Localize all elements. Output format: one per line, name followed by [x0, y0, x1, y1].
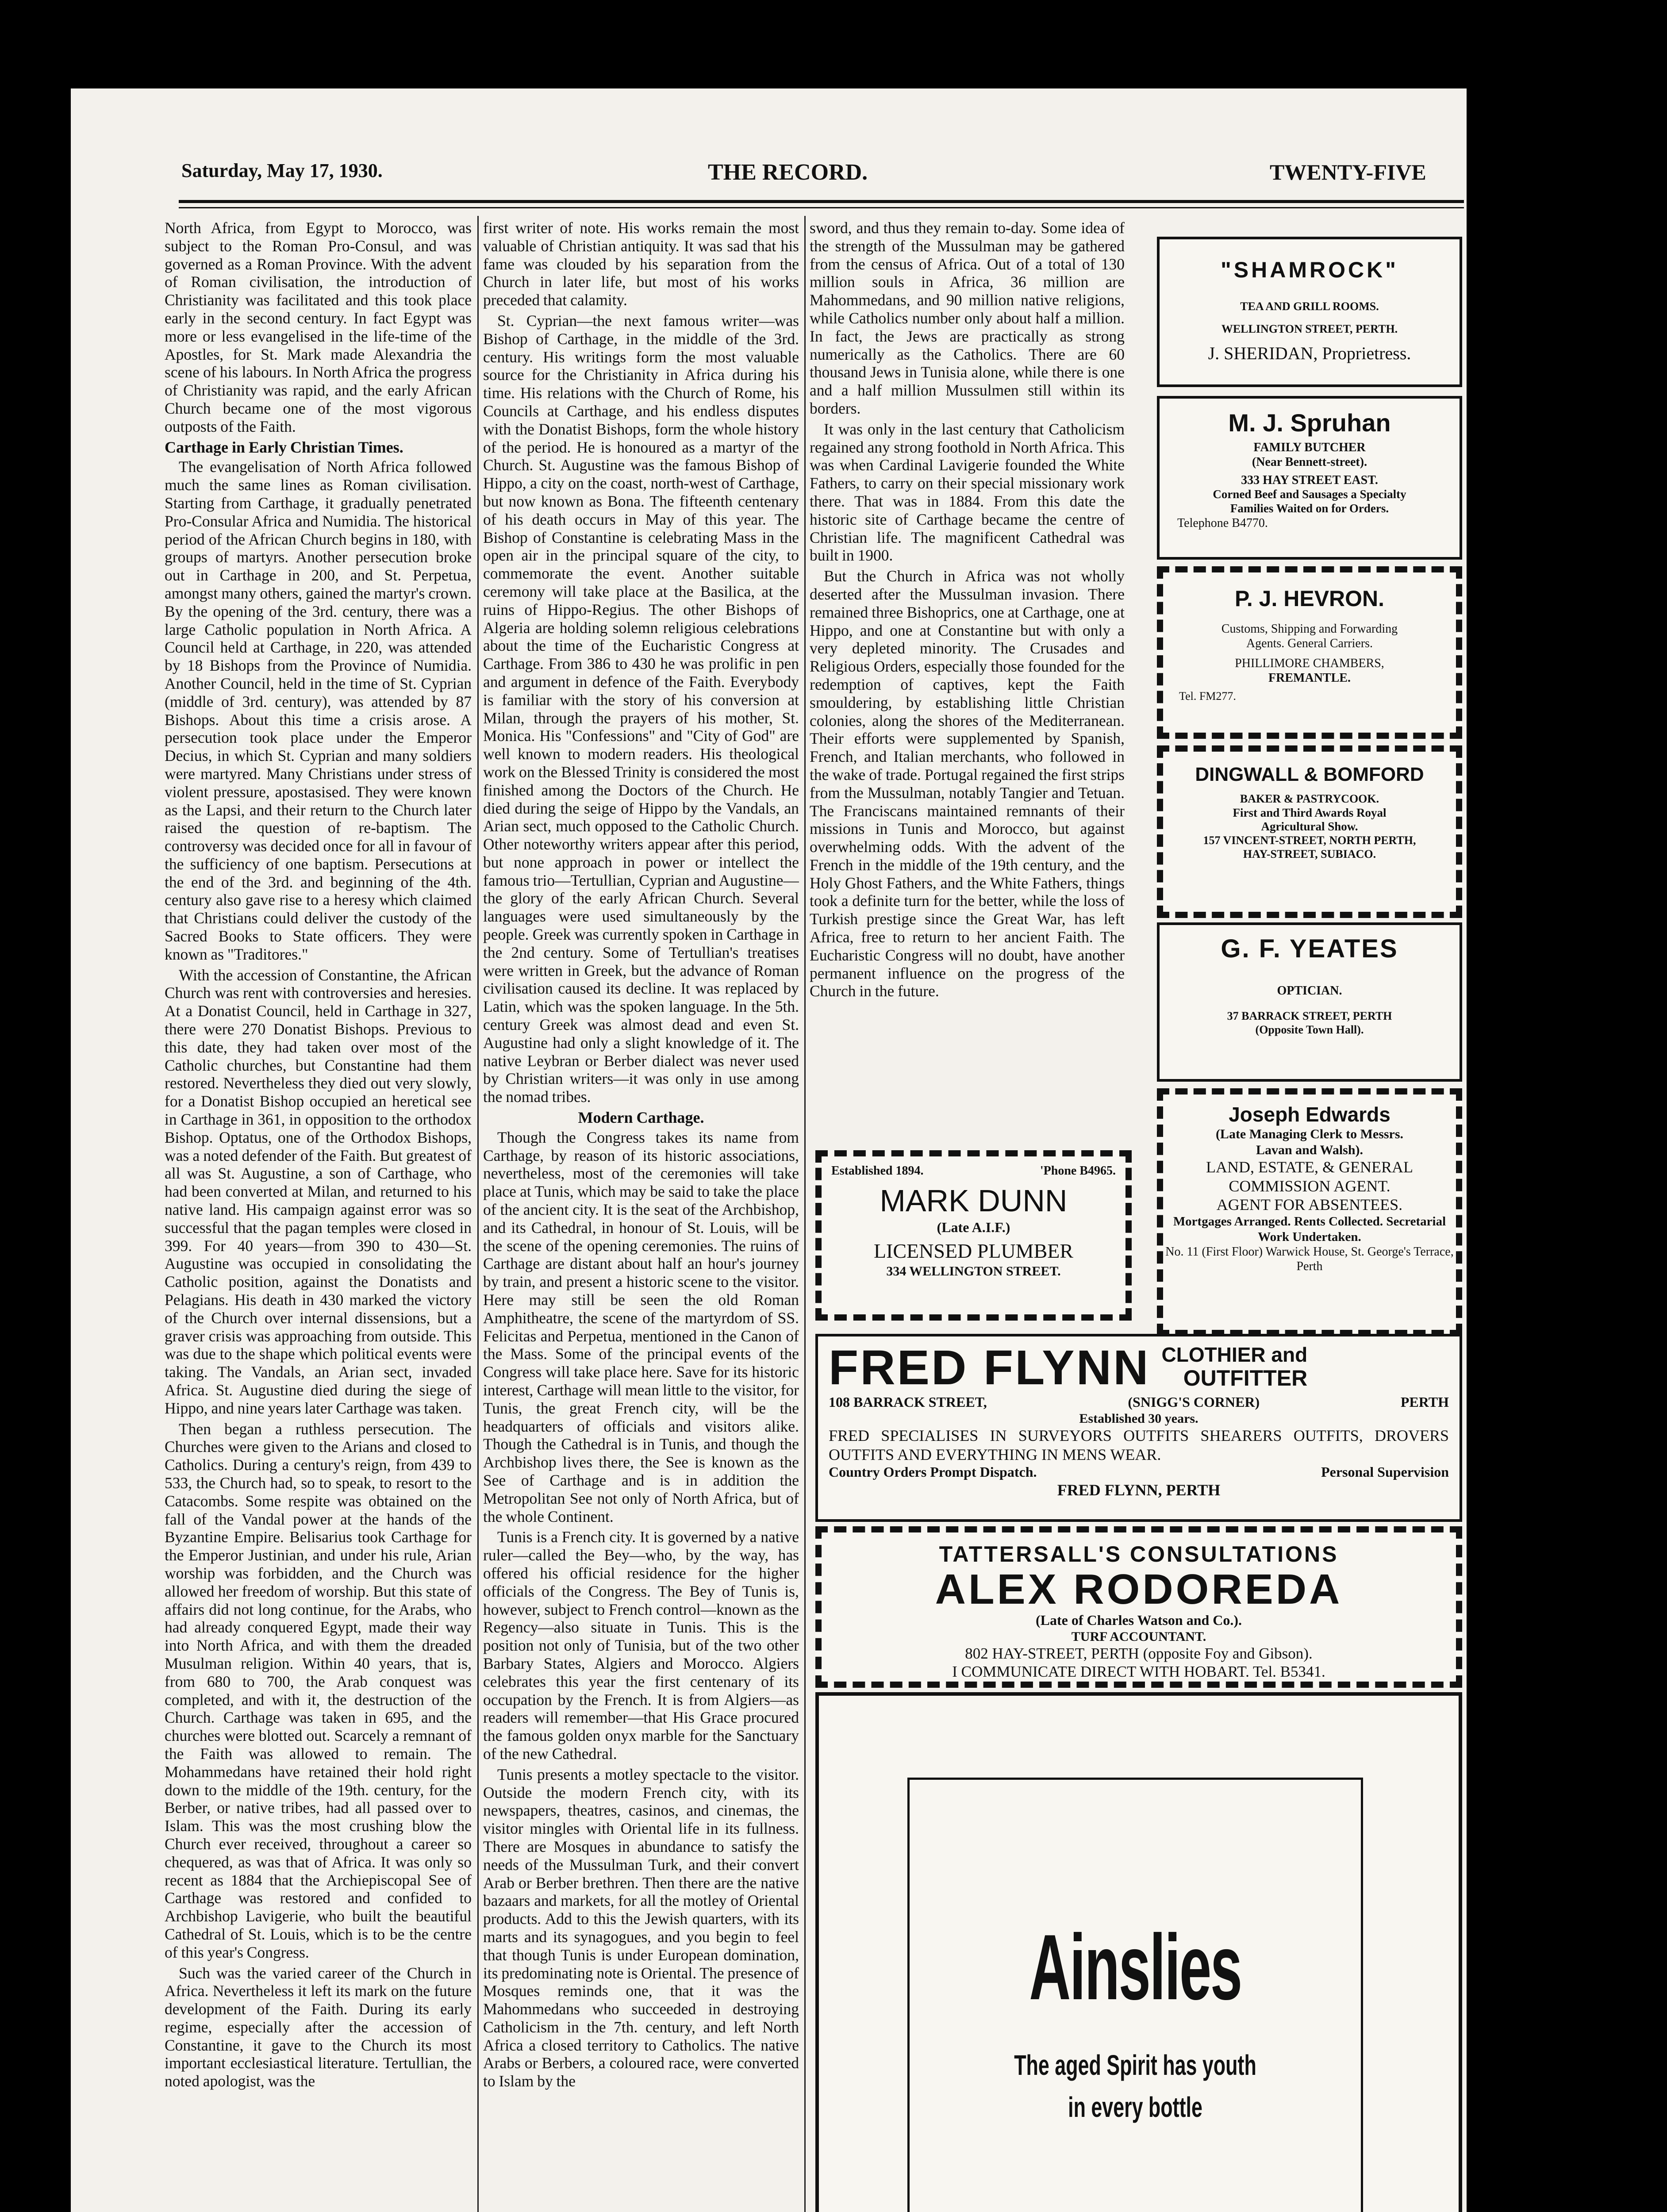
ad-line: Personal Supervision	[1321, 1464, 1449, 1480]
ad-edwards	[1157, 1088, 1462, 1336]
header-date: Saturday, May 17, 1930.	[181, 160, 383, 181]
column-divider	[804, 216, 806, 2212]
ad-established: Established 1894.	[831, 1164, 924, 1178]
ad-line: Established 30 years.	[1079, 1411, 1198, 1426]
ad-signature: FRED FLYNN, PERTH	[1057, 1481, 1221, 1499]
ad-inner-frame	[907, 1778, 1363, 2212]
ad-line: Corned Beef and Sausages a Specialty	[1213, 488, 1406, 501]
ad-line: Customs, Shipping and Forwarding	[1221, 622, 1398, 636]
ad-line: FRED SPECIALISES IN SURVEYORS OUTFITS SHEARERS OUTFITS, DROVERS OUTFITS AND EVERYTHING IN MENS WEAR.	[829, 1427, 1449, 1463]
ad-hevron	[1157, 566, 1462, 739]
ad-title: G. F. YEATES	[1221, 934, 1398, 963]
ad-line: FAMILY BUTCHER	[1253, 441, 1366, 455]
paragraph: first writer of note. His works remain the most valuable of Christian antiquity. It was sad that his fame was clouded by his separation from the Church in later life, but most of his works preceded that calamity.	[483, 219, 799, 309]
paragraph: The evangelisation of North Africa followed much the same lines as Roman civilisation. Starting from Carthage, it gradually penetrated Pro-Consular Africa and Numidia. The historical period of the African Church begins in 180, with groups of martyrs. Another persecution broke out in Carthage in 200, and St. Perpetua, amongst many others, gained the martyr's crown. By the opening of the 3rd. century, there was a large Catholic population in North Africa. A Council held at Carthage, in 220, was attended by 18 Bishops from the Province of Numidia. Another Council, held in the time of St. Cyprian (middle of 3rd. century), was attended by 87 Bishops. About this time a crisis arose. A persecution took place under the Emperor Decius, in which St. Cyprian and many soldiers were martyred. Many Christians under stress of violent pressure, apostasised. They were known as the Lapsi, and their return to the Church later raised the question of re-baptism. The controversy was decided once for all in favour of the sufficiency of one baptism. Persecutions at the end of the 3rd. and beginning of the 4th. century also gave rise to a heresy which claimed that Christians could deliver the custody of the Sacred Books to State officers. They were known as "Traditores."	[165, 458, 472, 963]
paragraph: St. Cyprian—the next famous writer—was Bishop of Carthage, in the middle of the 3rd. century. His writings form the most valuable source for the Christianity in Africa during his time. His relations with the Church of Rome, his Councils at Carthage, and his endless disputes with the Donatist Bishops, form the whole history of the period. He is honoured as a martyr of the Church. St. Augustine was the famous Bishop of Hippo, a city on the coast, north-west of Carthage, but now known as Bona. The fifteenth centenary of his death occurs in May of this year. The Bishop of Constantine is celebrating Mass in the open air in the principal square of the city, to commemorate the event. Another suitable ceremony will take place at the Basilica, at the ruins of Hippo-Regius. The other Bishops of Algeria are holding solemn religious celebrations about the time of the Eucharistic Congress at Carthage. From 386 to 430 he was prolific in pen and argument in defence of the Faith. Everybody is familiar with the story of his conversion at Milan, through the prayers of his mother, St. Monica. His "Confessions" and "City of God" are well known to modern readers. His theological work on the Blessed Trinity is considered the most finished among the Doctors of the Church. He died during the seige of Hippo by the Vandals, an Arian sect, much opposed to the Catholic Church. Other noteworthy writers appear after this period, but none approach in power or intellect the famous trio—Tertullian, Cyprian and Augustine—the glory of the early African Church. Several languages were used simultaneously by the people. Greek was currently spoken in Carthage in the 2nd century. Some of Tertullian's treatises were written in Greek, but the advance of Roman civilisation caused its decline. It was replaced by Latin, which was the spoken language. In the 5th. century Greek was almost dead and even St. Augustine had only a slight knowledge of it. The native Leybran or Berber dialect was never used by Christian writers—it was only in use among the nomad tribes.	[483, 311, 799, 1106]
ad-line: 157 VINCENT-STREET, NORTH PERTH,	[1203, 834, 1416, 847]
ad-fred-flynn	[815, 1334, 1462, 1522]
ad-line: Tel. FM277.	[1179, 690, 1236, 703]
ad-ainslies	[815, 1692, 1462, 2212]
ad-line: 802 HAY-STREET, PERTH (opposite Foy and Gibson).	[965, 1644, 1313, 1662]
ad-line: No. 11 (First Floor) Warwick House, St. George's Terrace, Perth	[1165, 1244, 1454, 1273]
ad-line: FREMANTLE.	[1268, 671, 1351, 685]
ad-line: (Late Managing Clerk to Messrs.	[1215, 1127, 1404, 1142]
header-rule-thin	[179, 207, 1464, 208]
ad-line: First and Third Awards Royal	[1233, 806, 1387, 819]
article-column-1	[165, 219, 472, 2212]
ad-title: Joseph Edwards	[1229, 1103, 1390, 1126]
ad-yeates	[1157, 922, 1462, 1082]
ad-title: ALEX RODOREDA	[935, 1566, 1343, 1613]
paragraph: It was only in the last century that Catholicism regained any strong foothold in North Africa. This was when Cardinal Lavigerie founded the White Fathers, to carry on their special missionary work there. That was in 1884. From this date the historic site of Carthage became the centre of Christian life. The magnificent Cathedral was built in 1900.	[810, 420, 1125, 565]
subheading: Carthage in Early Christian Times.	[165, 438, 403, 456]
ad-shamrock	[1157, 237, 1462, 387]
ad-city: PERTH	[1400, 1394, 1449, 1410]
ad-line: Agricultural Show.	[1261, 820, 1358, 833]
ad-title: "SHAMROCK"	[1221, 257, 1398, 282]
ad-top-line	[822, 1164, 1125, 1178]
header-rule	[179, 200, 1464, 203]
ad-line: 334 WELLINGTON STREET.	[886, 1263, 1061, 1279]
ad-line: LICENSED PLUMBER	[873, 1240, 1074, 1263]
paragraph: Though the Congress takes its name from Carthage, by reason of its historic associations, nevertheless, most of the ceremonies will take place at Tunis, which may be said to take the place of the ancient city. It is the seat of the Archbishop, and its Cathedral, in honour of St. Louis, will be the scene of the opening ceremonies. The ruins of Carthage are distant about half an hour's journey by train, and present a historic scene to the visitor. Here may still be seen the old Roman Amphitheatre, the scene of the martyrdom of SS. Felicitas and Perpetua, mentioned in the Canon of the Mass. Some of the principal events of the Congress will take place here. Save for its historic interest, Carthage will mean little to the visitor, for Tunis, the great French city, will be the headquarters of officials and visitors alike. Though the Cathedral is in Tunis, and though the Archbishop lives there, the See is known as the See of Carthage and is in addition the Metropolitan See not only of North Africa, but of the whole Continent.	[483, 1128, 799, 1525]
ad-slogan: The aged Spirit has youth	[1014, 2049, 1256, 2081]
ad-top-line: TATTERSALL'S CONSULTATIONS	[939, 1542, 1339, 1567]
ad-title: FRED FLYNN	[829, 1340, 1150, 1395]
ad-line: Telephone B4770.	[1177, 516, 1268, 530]
ad-mark-dunn	[815, 1150, 1132, 1321]
ad-dingwall	[1157, 745, 1462, 918]
ad-line: (Opposite Town Hall).	[1255, 1023, 1364, 1037]
paragraph: Such was the varied career of the Church in Africa. Nevertheless it left its mark on the future development of the Faith. During its early regime, especially after the accession of Constantine, it gave to the Church its most important ecclesiastical literature. Tertullian, the noted apologist, was the	[165, 1964, 472, 2090]
ad-line: HAY-STREET, SUBIACO.	[1243, 847, 1376, 860]
ad-line: 333 HAY STREET EAST.	[1241, 473, 1378, 488]
paragraph: Then began a ruthless persecution. The Churches were given to the Arians and closed to Catholics. During a century's reign, from 439 to 533, the Church had, so to speak, to resort to the Catacombs. Some respite was obtained on the fall of the Vandal power at the hands of the Byzantine Empire. Belisarius took Carthage for the Emperor Justinian, and under his rule, Arian worship was forbidden, and the Church was allowed her freedom of worship. But this state of affairs did not long continue, for the Arabs, who had already conquered Egypt, made their way into North Africa, and with them the dreaded Musulman religion. Within 40 years, that is, from 680 to 700, the Arab conquest was completed, and with it, the destruction of the Church. Carthage was taken in 695, and the churches were blotted out. Scarcely a remnant of the Faith was allowed to remain. The Mohammedans have retained their hold right down to the middle of the 19th. century, for the Berber, or native tribes, had all passed over to Islam. This was the most crushing blow the Church ever received, throughout a career so chequered, as was that of Africa. It was only so recent as 1884 that the Archiepiscopal See of Carthage was restored and confided to Archbishop Lavigerie, who built the beautiful Cathedral of St. Louis, which is to be the centre of this year's Congress.	[165, 1420, 472, 1961]
paragraph: With the accession of Constantine, the African Church was rent with controversies and heresies. At a Donatist Council, held in Carthage in 327, there were 270 Donatist Bishops. Previous to this date, they had taken over most of the Catholic churches, but Constantine had them restored. Nevertheless they died out very slowly, for a Donatist Bishop occupied an heretical see in Carthage in 361, in opposition to the orthodox Bishop. Optatus, one of the Orthodox Bishops, was a noted defender of the Faith. But greatest of all was St. Augustine, a son of Carthage, who had been converted at Milan, and returned to his native land. His campaign against error was so successful that the pagan temples were closed in 399. For 40 years—from 390 to 430—St. Augustine was occupied in consolidating the Catholic position, against the Donatists and Pelagians. His death in 430 marked the victory of the Church over internal dissensions, but a graver crisis was approaching from outside. This was due to the shape which political events were taking. The Vandals, an Arian sect, invaded Africa. St. Augustine died during the siege of Hippo, and nine years later Carthage was taken.	[165, 966, 472, 1417]
ad-address: 108 BARRACK STREET,	[829, 1394, 987, 1410]
paragraph: Tunis is a French city. It is governed by a native ruler—called the Bey—who, by the way, has offered his official residence for the higher officials of the Congress. The Bey of Tunis is, however, subject to French control—known as the Regency—also situate in Tunis. This is the position not only of Tunisia, but of the two other Barbary States, Algiers and Morocco. Algiers celebrates this year the first centenary of its occupation by the French. It is from Algiers—as readers will remember—that His Grace procured the famous golden onyx marble for the Sanctuary of the new Cathedral.	[483, 1528, 799, 1763]
column-divider	[477, 216, 479, 2212]
article-column-3	[810, 219, 1125, 1144]
ad-line: AGENT FOR ABSENTEES.	[1216, 1195, 1403, 1214]
ad-corner: (SNIGG'S CORNER)	[1128, 1394, 1260, 1410]
ad-line: PHILLIMORE CHAMBERS,	[1235, 657, 1384, 671]
ad-line: (Late A.I.F.)	[937, 1219, 1010, 1235]
ad-tagline: CLOTHIER and	[1161, 1343, 1308, 1366]
ad-line: Mortgages Arranged. Rents Collected. Secretarial Work Undertaken.	[1173, 1214, 1446, 1244]
paragraph: Tunis presents a motley spectacle to the visitor. Outside the modern French city, with its newspapers, theatres, casinos, and cinemas, the visitor mingles with Oriental life in its fullness. There are Mosques in abundance to satisfy the needs of the Mussulman Turk, and their convert Arab or Berber brethren. Then there are the native bazaars and markets, for all the motley of Oriental products. Add to this the Jewish quarters, with its marts and its synagogues, and you begin to feel that though Tunis is under European domination, its predominating note is Oriental. The presence of Mosques reminds one, that it was the Mahommedans who succeeded in destroying Catholicism in the 7th. century, and left North Africa a closed territory to Catholics. The native Arabs or Berbers, a coloured race, were converted to Islam by the	[483, 1765, 799, 2090]
ad-phone: 'Phone B4965.	[1040, 1164, 1116, 1178]
ad-line: J. SHERIDAN, Proprietress.	[1208, 343, 1411, 364]
paragraph: sword, and thus they remain to-day. Some idea of the strength of the Mussulman may be gathered from the census of Africa. Out of a total of 130 million souls in Africa, 36 million are Mahommedans, and 90 million native religions, while Catholics number only about half a million. In fact, the Jews are practically as strong numerically as the Catholics. There are 60 thousand Jews in Tunisia alone, while there is one and a half million Mussulmen still within its borders.	[810, 219, 1125, 417]
ad-title: DINGWALL & BOMFORD	[1195, 764, 1424, 785]
header-page-number: TWENTY-FIVE	[1270, 160, 1426, 184]
header-paper-name: THE RECORD.	[708, 160, 868, 185]
ad-line: Country Orders Prompt Dispatch.	[829, 1464, 1037, 1480]
ad-line: COMMISSION AGENT.	[1229, 1177, 1390, 1195]
paragraph: But the Church in Africa was not wholly deserted after the Mussulman invasion. There remained three Bishoprics, one at Carthage, one at Hippo, and one at Constantine but with only a very depleted minority. The Crusades and Religious Orders, especially those founded for the redemption of captives, kept the Faith smouldering, by establishing little Christian colonies, along the shores of the Mediterranean. Their efforts were supplemented by Spanish, French, and Italian merchants, who followed in the wake of trade. Portugal regained the first strips from the Mussulman, notably Tangier and Tetuan. The Franciscans maintained remnants of their missions in Tunis and Morocco, but against overwhelming odds. With the advent of the French in the middle of the 19th century, and the Holy Ghost Fathers, and the White Fathers, things took a definite turn for the better, while the loss of Turkish prestige since the Great War, has left Africa, free to return to her ancient Faith. The Eucharistic Congress will no doubt, have another permanent influence on the progress of the Church in the future.	[810, 567, 1125, 1000]
ad-line: Families Waited on for Orders.	[1230, 502, 1389, 515]
article-column-2	[483, 219, 799, 2212]
ad-line: (Near Bennett-street).	[1252, 455, 1367, 469]
ad-line: (Late of Charles Watson and Co.).	[1035, 1612, 1242, 1628]
ad-line: Lavan and Walsh).	[1256, 1142, 1364, 1157]
subheading: Modern Carthage.	[578, 1109, 704, 1127]
ad-line: OPTICIAN.	[1277, 984, 1342, 998]
ad-line: Agents. General Carriers.	[1246, 637, 1373, 651]
ad-line: WELLINGTON STREET, PERTH.	[1221, 322, 1398, 335]
ad-line: TURF ACCOUNTANT.	[1071, 1629, 1206, 1644]
ad-line: I COMMUNICATE DIRECT WITH HOBART. Tel. B5341.	[952, 1663, 1325, 1681]
ad-spruhan	[1157, 396, 1462, 560]
ad-line: 37 BARRACK STREET, PERTH	[1227, 1010, 1392, 1023]
ad-title: P. J. HEVRON.	[1234, 586, 1385, 611]
ad-slogan: in every bottle	[1068, 2091, 1202, 2124]
ad-tagline: OUTFITTER	[1183, 1365, 1308, 1390]
ad-line: LAND, ESTATE, & GENERAL	[1206, 1158, 1413, 1176]
ad-alex-rodoreda	[815, 1526, 1462, 1688]
ad-line: TEA AND GRILL ROOMS.	[1240, 300, 1379, 313]
ad-line: BAKER & PASTRYCOOK.	[1240, 792, 1379, 805]
paragraph: North Africa, from Egypt to Morocco, was subject to the Roman Pro-Consul, and was governed as a Roman Province. With the advent of Roman civilisation, the introduction of Christianity was facilitated and this took place early in the second century. In fact Egypt was more or less evangelised in the life-time of the Apostles, for St. Mark made Alexandria the scene of his labours. In North Africa the progress of Christianity was rapid, and the early African Church became one of the most vigorous outposts of the Faith.	[165, 219, 472, 435]
ad-title: M. J. Spruhan	[1228, 409, 1391, 437]
ad-title: MARK DUNN	[880, 1183, 1068, 1218]
ad-brand: Ainslies	[1029, 1915, 1241, 2019]
